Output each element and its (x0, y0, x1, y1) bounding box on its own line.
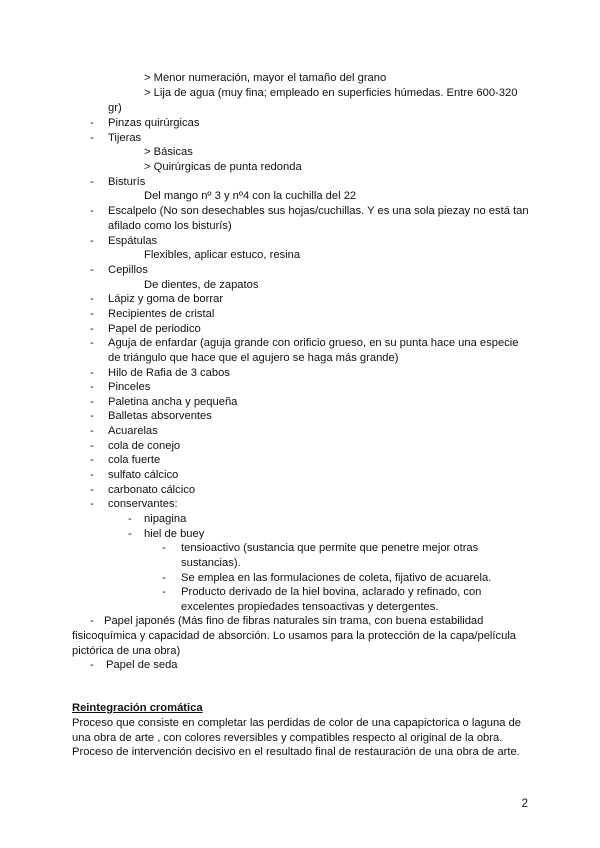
text-line: > Lija de agua (muy fina; empleado en superficies húmedas. Entre 600-320 (144, 87, 518, 99)
bullet-dash: - (128, 528, 132, 540)
bullet-dash: - (90, 615, 94, 627)
list-item: Balletas absorventes (108, 410, 212, 422)
paragraph-line: una obra de arte , con colores reversibles y compatibles respecto al original de la obra. (72, 732, 503, 744)
text-line: Del mango nº 3 y nº4 con la cuchilla del 22 (144, 190, 357, 202)
bullet-dash: - (90, 469, 94, 481)
list-item: Pinzas quirúrgicas (108, 117, 200, 129)
list-item: Espátulas (108, 235, 158, 247)
section-heading: Reintegración cromática (72, 702, 203, 714)
text-line: > Básicas (144, 146, 193, 158)
text-line: fisicoquímica y capacidad de absorción. Lo usamos para la protección de la capa/película (72, 630, 517, 642)
list-item: Paletina ancha y pequeña (108, 396, 238, 408)
text-line: afilado como los bisturís) (108, 220, 232, 232)
list-item: Papel de periodico (108, 323, 201, 335)
bullet-dash: - (90, 410, 94, 422)
bullet-dash: - (90, 337, 94, 349)
list-item: Hilo de Rafia de 3 cabos (108, 367, 230, 379)
bullet-dash: - (90, 176, 94, 188)
bullet-dash: - (90, 367, 94, 379)
paragraph-line: Proceso que consiste en completar las perdidas de color de una capapictorica o laguna de (72, 717, 522, 729)
bullet-dash: - (162, 586, 166, 598)
bullet-dash: - (90, 659, 94, 671)
bullet-dash: - (90, 235, 94, 247)
bullet-dash: - (90, 323, 94, 335)
text-line: Flexibles, aplicar estuco, resina (144, 249, 301, 261)
text-line: > Quirúrgicas de punta redonda (144, 161, 302, 173)
list-item: Cepillos (108, 264, 148, 276)
bullet-dash: - (90, 425, 94, 437)
list-item: cola de conejo (108, 440, 181, 452)
bullet-dash: - (162, 542, 166, 554)
bullet-dash: - (90, 293, 94, 305)
list-item: carbonato cálcico (108, 484, 196, 496)
list-item: Se emplea en las formulaciones de coleta, fijativo de acuarela. (181, 572, 492, 584)
list-item: Acuarelas (108, 425, 158, 437)
bullet-dash: - (162, 572, 166, 584)
list-item: Lápiz y goma de borrar (108, 293, 224, 305)
list-item: Escalpelo (No son desechables sus hojas/cuchillas. Y es una sola piezay no está tan (108, 205, 529, 217)
paragraph-line: Proceso de intervención decisivo en el resultado final de restauración de una obra de arte. (72, 746, 520, 758)
text-line: pictórica de una obra) (72, 645, 181, 657)
bullet-dash: - (90, 381, 94, 393)
list-item: hiel de buey (144, 528, 205, 540)
bullet-dash: - (90, 132, 94, 144)
list-item: Recipientes de cristal (108, 308, 215, 320)
list-item: tensioactivo (sustancia que permite que penetre mejor otras (181, 542, 479, 554)
bullet-dash: - (90, 484, 94, 496)
bullet-dash: - (90, 454, 94, 466)
bullet-dash: - (90, 440, 94, 452)
bullet-dash: - (90, 498, 94, 510)
list-item: sulfato cálcico (108, 469, 179, 481)
bullet-dash: - (90, 264, 94, 276)
text-line: De dientes, de zapatos (144, 279, 259, 291)
text-line: > Menor numeración, mayor el tamaño del grano (144, 72, 387, 84)
text-line: de triángulo que hace que el agujero se haga más grande) (108, 352, 399, 364)
bullet-dash: - (128, 513, 132, 525)
bullet-dash: - (90, 205, 94, 217)
list-item: conservantes: (108, 498, 178, 510)
text-line: sustancias). (181, 557, 241, 569)
list-item: nipagina (144, 513, 187, 525)
list-item: Tijeras (108, 132, 142, 144)
list-item: cola fuerte (108, 454, 161, 466)
bullet-dash: - (90, 308, 94, 320)
page-number: 2 (521, 798, 528, 810)
list-item: Papel de seda (106, 659, 178, 671)
list-item: Bisturís (108, 176, 146, 188)
list-item: Pinceles (108, 381, 151, 393)
text-line: excelentes propiedades tensoactivas y detergentes. (181, 601, 439, 613)
list-item: Papel japonés (Más fino de fibras naturales sin trama, con buena estabilidad (104, 615, 484, 627)
bullet-dash: - (90, 396, 94, 408)
text-line: gr) (108, 102, 122, 114)
list-item: Aguja de enfardar (aguja grande con orificio grueso, en su punta hace una especie (108, 337, 519, 349)
bullet-dash: - (90, 117, 94, 129)
list-item: Producto derivado de la hiel bovina, aclarado y refinado, con (181, 586, 482, 598)
